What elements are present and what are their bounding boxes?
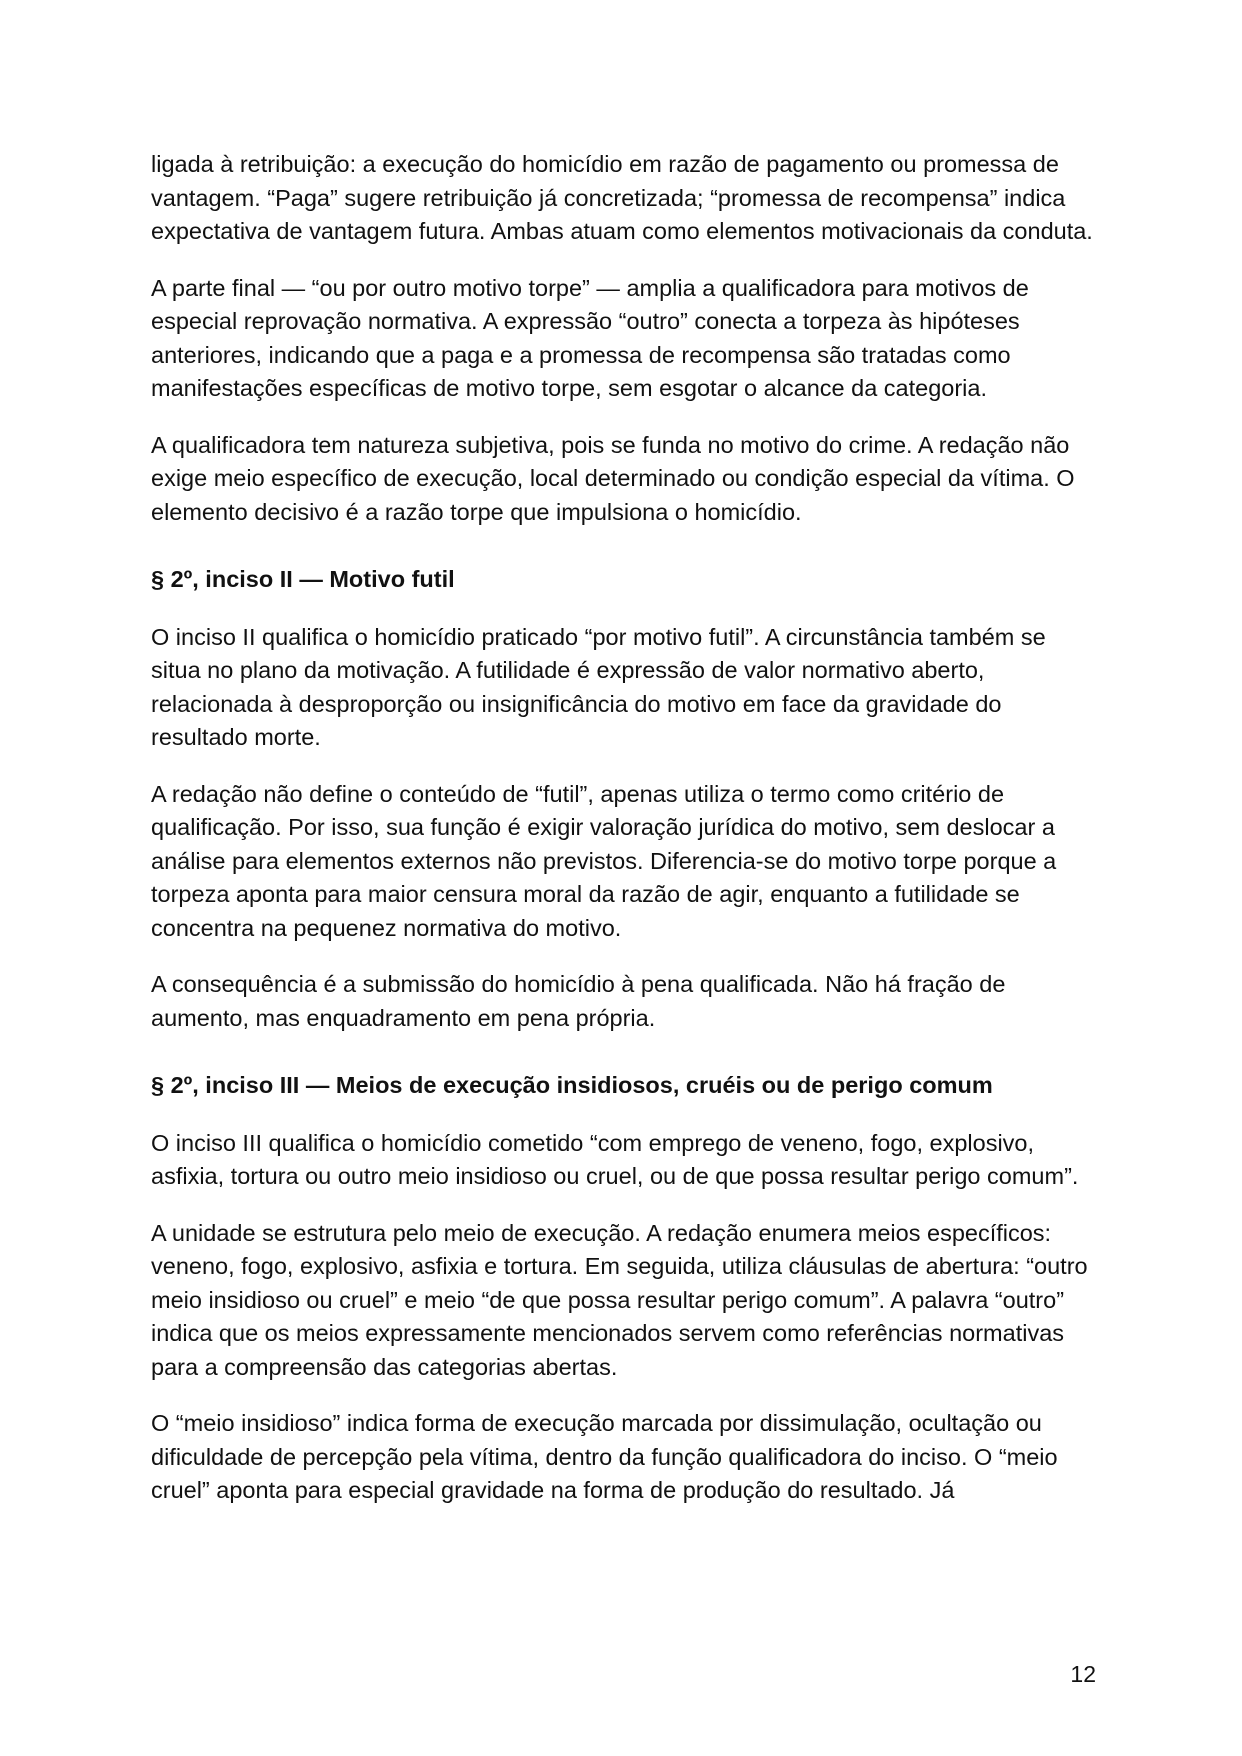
- section-heading-inciso-ii: § 2º, inciso II — Motivo futil: [151, 566, 455, 592]
- paragraph-motivo-torpe: A parte final — “ou por outro motivo torpe” — amplia a qualificadora para motivos de especial reprovação normativa. A expressão “outro” conecta a torpeza às hipóteses anteriores, indicando que a paga e a promessa de recompensa são tratadas como manifestações específicas de motivo torpe, sem esgotar o alcance da categoria.: [151, 274, 1029, 401]
- paragraph-consequencia: A consequência é a submissão do homicídio à pena qualificada. Não há fração de aumento, mas enquadramento em pena própria.: [151, 971, 1006, 1031]
- paragraph-inciso-iii: O inciso III qualifica o homicídio cometido “com emprego de veneno, fogo, explosivo, asfixia, tortura ou outro meio insidioso ou cruel, ou de que possa resultar perigo comum”.: [151, 1129, 1079, 1189]
- paragraph-paga-promessa: ligada à retribuição: a execução do homicídio em razão de pagamento ou promessa de vantagem. “Paga” sugere retribuição já concretizada; “promessa de recompensa” indica expectativa de vantagem futura. Ambas atuam como elementos motivacionais da conduta.: [151, 151, 1093, 244]
- paragraph-meio-insidioso: O “meio insidioso” indica forma de execução marcada por dissimulação, ocultação ou dificuldade de percepção pela vítima, dentro da função qualificadora do inciso. O “meio cruel” aponta para especial gravidade na forma de produção do resultado. Já: [151, 1410, 1058, 1503]
- paragraph-natureza-subjetiva: A qualificadora tem natureza subjetiva, pois se funda no motivo do crime. A redação não exige meio específico de execução, local determinado ou condição especial da vítima. O elemento decisivo é a razão torpe que impulsiona o homicídio.: [151, 431, 1075, 525]
- section-heading-inciso-iii: § 2º, inciso III — Meios de execução insidiosos, cruéis ou de perigo comum: [151, 1072, 993, 1098]
- paragraph-motivo-futil: O inciso II qualifica o homicídio praticado “por motivo futil”. A circunstância também se situa no plano da motivação. A futilidade é expressão de valor normativo aberto, relacionada à desproporção ou insignificância do motivo em face da gravidade do resultado morte.: [151, 623, 1046, 750]
- page-number: 12: [1070, 1661, 1096, 1687]
- paragraph-meio-execucao: A unidade se estrutura pelo meio de execução. A redação enumera meios específicos: veneno, fogo, explosivo, asfixia e tortura. Em seguida, utiliza cláusulas de abertura: “outro meio insidioso ou cruel” e meio “de que possa resultar perigo comum”. A palavra “outro” indica que os meios expressamente mencionados servem como referências normativas para a compreensão das categorias abertas.: [151, 1219, 1088, 1380]
- paragraph-futil-definicao: A redação não define o conteúdo de “futil”, apenas utiliza o termo como critério de qualificação. Por isso, sua função é exigir valoração jurídica do motivo, sem deslocar a análise para elementos externos não previstos. Diferencia-se do motivo torpe porque a torpeza aponta para maior censura moral da razão de agir, enquanto a futilidade se concentra na pequenez normativa do motivo.: [151, 780, 1057, 941]
- page-body: [151, 148, 1096, 1531]
